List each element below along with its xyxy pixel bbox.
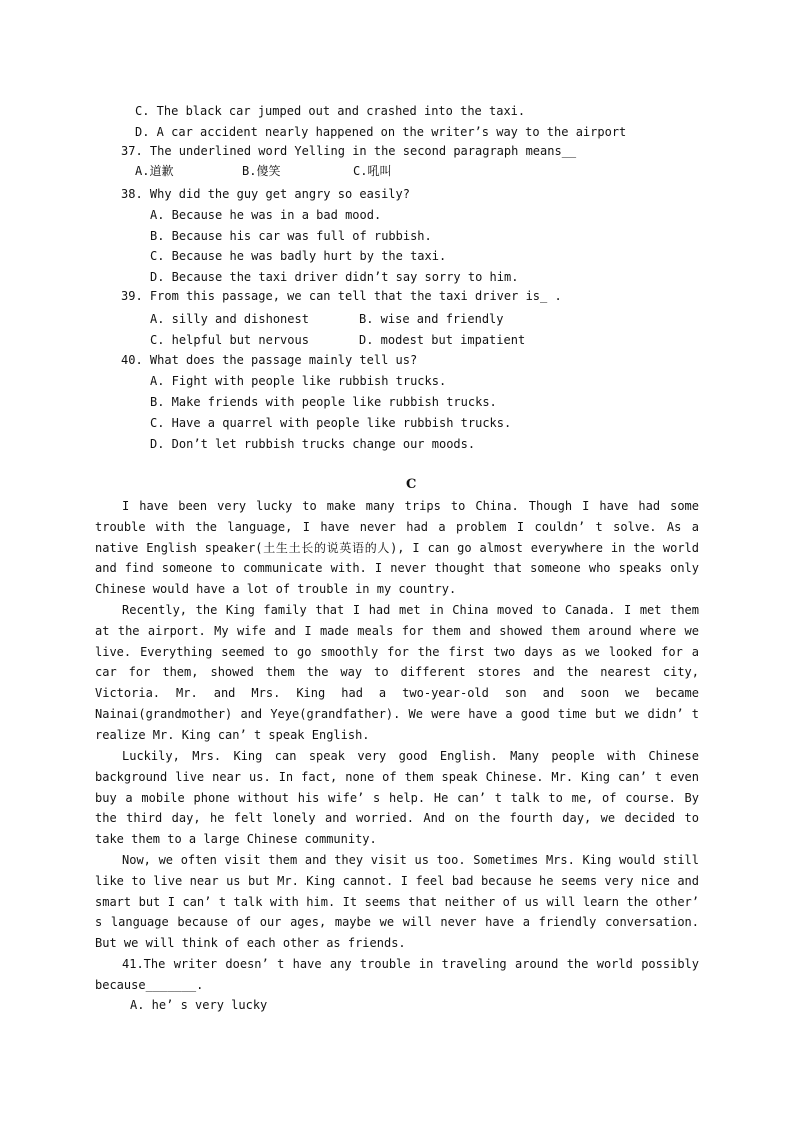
q36-option-c: C. The black car jumped out and crashed into the taxi. (135, 104, 526, 118)
q38-option-d: D. Because the taxi driver didn’t say sorry to him. (150, 270, 519, 284)
q39-option-a: A. silly and dishonest (150, 312, 309, 326)
q40-option-d: D. Don’t let rubbish trucks change our moods. (150, 437, 476, 451)
q37-options (135, 161, 391, 181)
q39-options-row1 (150, 309, 504, 329)
passage-paragraph-3: Luckily, Mrs. King can speak very good English. Many people with Chinese background live near us. In fact, none of them speak Chinese. Mr. King can’ t even buy a mobile phone without his wife’ s help. He can’ t talk to me, of course. By the third day, he felt lonely and worried. And on the fourth day, we decided to take them to a large Chinese community. (95, 749, 699, 847)
q38-stem: 38. Why did the guy get angry so easily? (121, 187, 410, 201)
passage-paragraph-4: Now, we often visit them and they visit us too. Sometimes Mrs. King would still like to live near us but Mr. King cannot. I feel bad because he seems very nice and smart but I can’ t talk with him. It seems that neither of us will learn the other’ s language because of our ages, maybe we will never have a friendly conversation. But we will think of each other as friends. (95, 853, 699, 951)
q37-option-a: A.道歉 (135, 164, 174, 178)
q39-option-c: C. helpful but nervous (150, 333, 309, 347)
q39-option-d: D. modest but impatient (359, 333, 526, 347)
q40-option-a: A. Fight with people like rubbish trucks. (150, 374, 447, 388)
q41-option-a: A. he’ s very lucky (130, 998, 268, 1012)
passage-paragraph-1: I have been very lucky to make many trips to China. Though I have had some trouble with the language, I have never had a problem I couldn’ t solve. As a native English speaker(土生土长的说英语的人), I can go almost everywhere in the world and find someone to communicate with. I never thought that someone who speaks only Chinese would have a lot of trouble in my country. (95, 499, 699, 597)
q40-stem: 40. What does the passage mainly tell us? (121, 353, 418, 367)
q41-stem: 41.The writer doesn’ t have any trouble in traveling around the world possibly because_______. (95, 957, 699, 992)
q38-option-c: C. Because he was badly hurt by the taxi. (150, 249, 447, 263)
q36-option-d: D. A car accident nearly happened on the writer’s way to the airport (135, 125, 627, 139)
q39-option-b: B. wise and friendly (359, 312, 504, 326)
passage-paragraph-2: Recently, the King family that I had met in China moved to Canada. I met them at the airport. My wife and I made meals for them and showed them around where we live. Everything seemed to go smoothly for the first two days as we looked for a car for them, showed them the way to different stores and the nearest city, Victoria. Mr. and Mrs. King had a two-year-old son and soon we became Nainai(grandmother) and Yeye(grandfather). We were have a good time but we didn’ t realize Mr. King can’ t speak English. (95, 603, 699, 742)
q38-option-b: B. Because his car was full of rubbish. (150, 229, 432, 243)
section-c-heading: C (406, 477, 417, 492)
q39-options-row2 (150, 330, 525, 350)
q39-stem: 39. From this passage, we can tell that the taxi driver is_ . (121, 289, 562, 303)
q37-option-b: B.傻笑 (242, 164, 281, 178)
q40-option-b: B. Make friends with people like rubbish trucks. (150, 395, 497, 409)
q40-option-c: C. Have a quarrel with people like rubbish trucks. (150, 416, 512, 430)
q37-option-c: C.吼叫 (353, 164, 392, 178)
q37-stem: 37. The underlined word Yelling in the second paragraph means__ (121, 144, 577, 158)
q38-option-a: A. Because he was in a bad mood. (150, 208, 382, 222)
